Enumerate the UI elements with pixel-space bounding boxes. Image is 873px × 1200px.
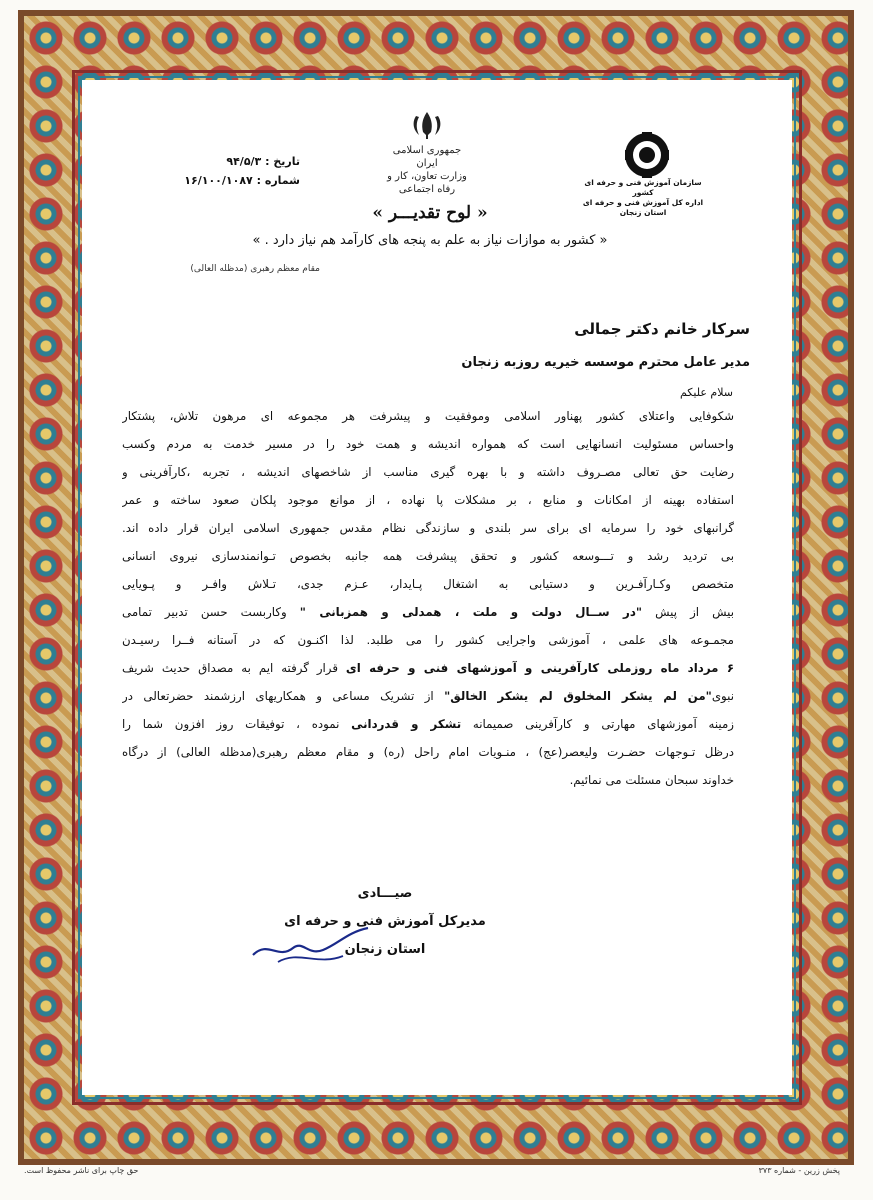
body-line-6: بی تردید رشد و تـــوسعه کشور و تحقق پیشرفت همه جانبه بخصوص تـوانمندسازی نیروی انسانی bbox=[122, 549, 734, 563]
number-label: شماره : bbox=[256, 174, 300, 187]
organization-line-1: سازمان آموزش فنی و حرفه ای کشور bbox=[584, 178, 702, 197]
hadith-quote: "من لم یشکر المخلوق لم یشکر الخالق" bbox=[444, 689, 712, 703]
organization-line-2: اداره کل آموزش فنی و حرفه ای استان زنجان bbox=[582, 198, 704, 217]
footer-publisher: پخش زرین - شماره ۳۷۳ bbox=[758, 1166, 840, 1175]
body-line-8-c: وکاربست حسن تدبیر تمامی bbox=[122, 605, 300, 619]
handwritten-signature-icon bbox=[248, 920, 378, 970]
greeting: سلام علیکم bbox=[679, 386, 733, 399]
body-line-4: استفاده بهینه از امکانات و منابع ، بر مشکلات پا نهاده ، از موانع موجود پلکان صعود ساخته و عمر bbox=[122, 493, 734, 507]
body-line-2: واحساس مسئولیت انسانهایی است که همواره اندیشه و همت خود را در مسیر خدمت به مردم وکسب bbox=[122, 437, 734, 451]
iran-emblem bbox=[382, 110, 472, 195]
quote-source: مقام معظم رهبری (مدظله العالی) bbox=[190, 264, 320, 274]
organization-name bbox=[578, 178, 708, 218]
signer-name: صیـــادی bbox=[357, 886, 413, 901]
body-line-3: رضایت حق تعالی مصـروف داشته و با بهره گیری مناسب از شاخصهای اندیشه ، تجربه ،کارآفرینی و bbox=[122, 465, 734, 479]
body-line-12-a: زمینه آموزشهای مهارتی و کارآفرینی صمیمانه bbox=[461, 717, 734, 731]
body-line-14: خداوند سبحان مسئلت می نمائیم. bbox=[569, 773, 734, 787]
date-value: ۹۴/۵/۳ bbox=[226, 155, 262, 168]
body-line-9: مجمـوعه های علمی ، آموزشی واجرایی کشور را می طلبد. لذا اکنـون که در آستانه فــرا رسیـدن bbox=[122, 633, 734, 647]
body-line-11-c: از تشریک مساعی و همکاریهای ارزشمند حضرتعالی در bbox=[122, 689, 445, 703]
number-row bbox=[170, 171, 300, 190]
body-line-11 bbox=[122, 682, 734, 710]
recipient-position: مدیر عامل محترم موسسه خیریه روزبه زنجان bbox=[461, 355, 750, 370]
certificate-body bbox=[122, 402, 734, 794]
body-line-7: متخصص وکـارآفـرین و دستیابی به اشتغال پـایدار، عـزم جدی، تـلاش وافـر و پـویایی bbox=[122, 577, 734, 591]
body-line-8-a: بیش از پیش bbox=[642, 605, 734, 619]
thanks-phrase: تشکر و قدردانی bbox=[351, 717, 462, 731]
letter-meta bbox=[170, 152, 300, 190]
footer-copyright: حق چاپ برای ناشر محفوظ است. bbox=[24, 1166, 139, 1175]
leader-quote: « کشور به موازات نیاز به علم به پنجه های کارآمد هم نیاز دارد . » bbox=[252, 233, 608, 248]
year-slogan: "در ســال دولت و ملت ، همدلی و همزبانی " bbox=[299, 605, 643, 619]
body-line-12-c: نموده ، توفیقات روز افزون شما را bbox=[122, 717, 352, 731]
emblem-line-2: وزارت تعاون، کار و رفاه اجتماعی bbox=[387, 171, 467, 195]
certificate-title: « لوح تقدیـــر » bbox=[372, 203, 488, 223]
body-line-10-b: قرار گرفته ایم به مصداق حدیث شریف bbox=[122, 661, 346, 675]
number-value: ۱۶/۱۰۰/۱۰۸۷ bbox=[184, 174, 253, 187]
body-line-11-a: نبوی bbox=[711, 689, 734, 703]
emblem-line-1: جمهوری اسلامی ایران bbox=[392, 145, 462, 169]
body-line-12 bbox=[122, 710, 734, 738]
body-line-13: درظل تـوجهات حضـرت ولیعصر(عج) ، منـویات امام راحل (ره) و مقام معظم رهبری(مدظله العالی) از درگاه bbox=[122, 745, 734, 759]
body-line-10 bbox=[122, 654, 734, 682]
national-day: ۶ مرداد ماه روزملی کارآفرینی و آموزشهای فنی و حرفه ای bbox=[345, 661, 734, 675]
date-label: تاریخ : bbox=[265, 155, 300, 168]
date-row bbox=[170, 152, 300, 171]
body-line-1: شکوفایی واعتلای کشور پهناور اسلامی وموفقیت و پیشرفت هر مجموعه ای مرهون تلاش، پشتکار bbox=[122, 409, 734, 423]
signer-province: استان زنجان bbox=[344, 942, 426, 957]
body-line-5: گرانبهای خود را سرمایه ای برای سر بلندی و سازندگی نظام مقدس جمهوری اسلامی ایران قرار داده اند. bbox=[122, 521, 734, 535]
body-line-8 bbox=[122, 598, 734, 626]
tvto-logo-icon bbox=[612, 130, 682, 180]
signer-title: مدیرکل آموزش فنی و حرفه ای bbox=[284, 914, 486, 929]
recipient-name: سرکار خانم دکتر جمالی bbox=[574, 320, 750, 338]
iran-emblem-icon bbox=[407, 110, 447, 140]
